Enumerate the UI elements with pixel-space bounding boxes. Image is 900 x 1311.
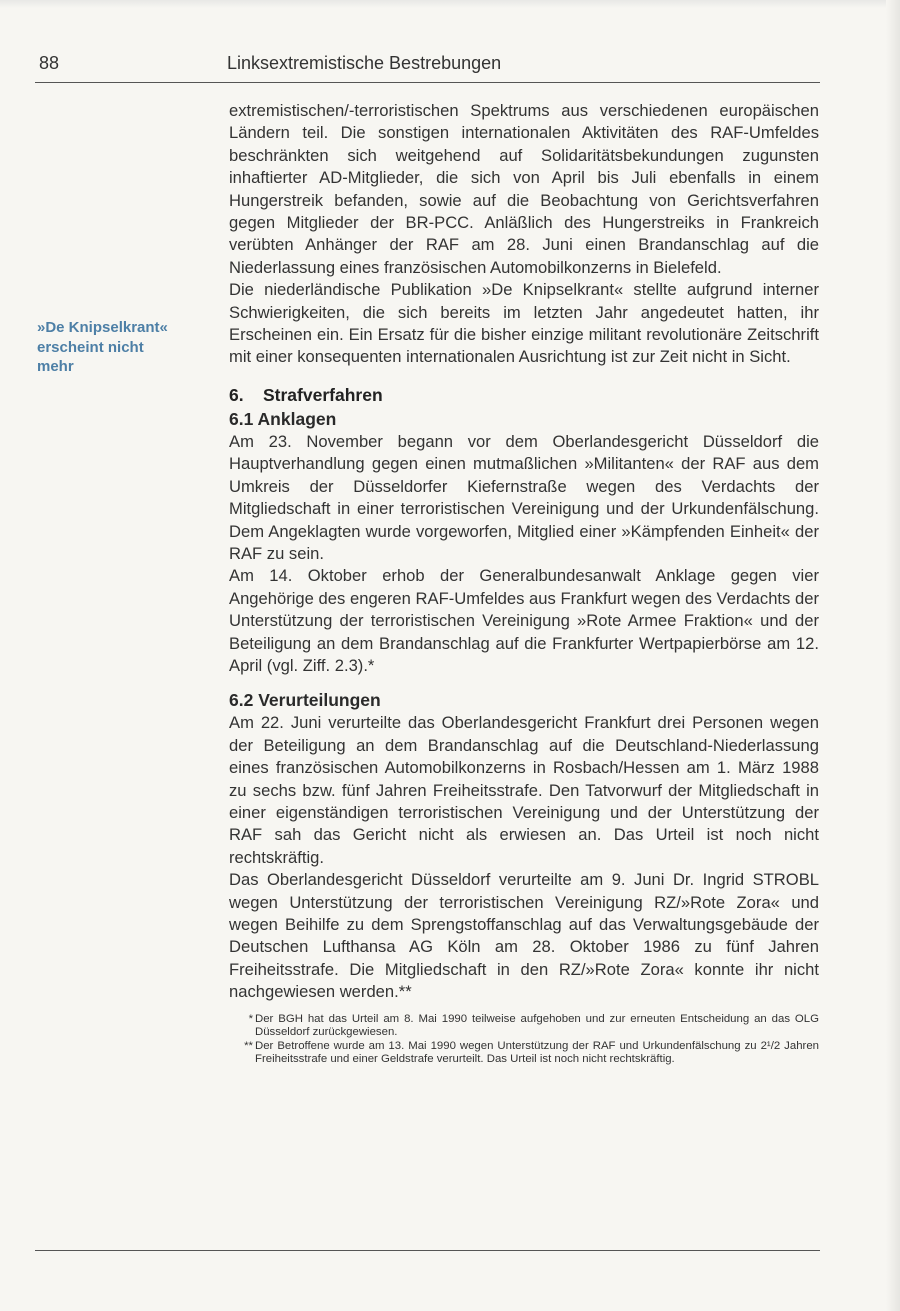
- margin-note-line: erscheint nicht: [37, 338, 144, 356]
- section-heading: [229, 383, 819, 407]
- footnote-marker: *: [248, 1012, 253, 1025]
- paragraph: Am 22. Juni verurteilte das Oberlandesgericht Frankfurt drei Personen wegen der Beteiligung an dem Brandanschlag auf die Deutschland-Niederlassung eines französischen Automobilkonzerns in Rosbach/Hessen am 1. März 1988 zu sechs bzw. fünf Jahren Freiheitsstrafe. Den Tatvorwurf der Mitgliedschaft in einer eigenständigen terroristischen Vereinigung und der Unterstützung der RAF sah das Gericht nicht als erwiesen an. Das Urteil ist noch nicht rechtskräftig.: [229, 713, 819, 867]
- section-title: Strafverfahren: [263, 384, 383, 405]
- paragraph: Am 23. November begann vor dem Oberlandesgericht Düsseldorf die Hauptverhandlung gegen einen mutmaßlichen »Militanten« der RAF aus dem Umkreis der Düsseldorfer Kiefernstraße wegen des Verdachts der Mitgliedschaft in einer terroristischen Vereinigung und der Urkundenfälschung. Dem Angeklagten wurde vorgeworfen, Mitglied einer »Kämpfenden Einheit« der RAF zu sein.: [229, 431, 819, 563]
- subsection-heading: 6.1 Anklagen: [229, 408, 337, 429]
- page-number: 88: [39, 53, 60, 73]
- footnote-text: Der Betroffene wurde am 13. Mai 1990 wegen Unterstützung der RAF und Urkundenfälschung zu 2¹/2 Jahren Freiheitsstrafe und einer Geldstrafe verurteilt. Das Urteil ist noch nicht rechtskräftig.: [255, 1039, 819, 1066]
- paragraph: Die niederländische Publikation »De Knipselkrant« stellte aufgrund interner Schwierigkeiten, die sich bereits im letzten Jahr angedeutet hatten, ihr Erscheinen ein. Ein Ersatz für die bisher einzige militant revolutionäre Zeitschrift mit einer konsequenten internationalen Ausrichtung ist zur Zeit nicht in Sicht.: [229, 280, 819, 367]
- footnotes: [229, 1013, 819, 1067]
- header-rule: [35, 82, 820, 83]
- body-text: [229, 100, 819, 1067]
- subsection-heading: 6.2 Verurteilungen: [229, 690, 381, 711]
- section-number: 6.: [229, 384, 244, 405]
- scan-edge-right: [886, 0, 900, 1311]
- paragraph: Das Oberlandesgericht Düsseldorf verurteilte am 9. Juni Dr. Ingrid STROBL wegen Unterstützung der terroristischen Vereinigung RZ/»Rote Zora« und wegen Beihilfe zu dem Sprengstoffanschlag auf das Verwaltungsgebäude der Deutschen Lufthansa AG Köln am 28. Oktober 1986 zu fünf Jahren Freiheitsstrafe. Die Mitgliedschaft in den RZ/»Rote Zora« konnte ihr nicht nachgewiesen werden.**: [229, 870, 819, 1002]
- footnote-marker: **: [244, 1039, 253, 1052]
- margin-note: [37, 318, 207, 377]
- scan-edge-top: [0, 0, 900, 8]
- footer-rule: [35, 1250, 820, 1251]
- paragraph: Am 14. Oktober erhob der Generalbundesanwalt Anklage gegen vier Angehörige des engeren RAF-Umfeldes aus Frankfurt wegen des Verdachts der Unterstützung der terroristischen Vereinigung »Rote Armee Fraktion« und der Beteiligung an dem Brandanschlag auf die Frankfurter Wertpapierbörse am 12. April (vgl. Ziff. 2.3).*: [229, 566, 819, 675]
- margin-note-line: »De Knipselkrant«: [37, 319, 168, 336]
- footnote: [229, 1040, 819, 1067]
- running-header: Linksextremistische Bestrebungen: [227, 53, 502, 73]
- footnote: [229, 1013, 819, 1040]
- paragraph: extremistischen/-terroristischen Spektrums aus verschiedenen europäischen Ländern teil. Die sonstigen internationalen Aktivitäten des RAF-Umfeldes beschränkten sich weitgehend auf Solidaritätsbekundungen zugunsten inhaftierter AD-Mitglieder, die sich von April bis Juli ebenfalls in einem Hungerstreik befanden, sowie auf die Beobachtung von Gerichtsverfahren gegen Mitglieder der BR-PCC. Anläßlich des Hungerstreiks in Frankreich verübten Anhänger der RAF am 28. Juni einen Brandanschlag auf die Niederlassung eines französischen Automobilkonzerns in Bielefeld.: [229, 101, 819, 277]
- margin-note-line: mehr: [37, 358, 74, 375]
- footnote-text: Der BGH hat das Urteil am 8. Mai 1990 teilweise aufgehoben und zur erneuten Entscheidung an das OLG Düsseldorf zurückgewiesen.: [255, 1012, 819, 1039]
